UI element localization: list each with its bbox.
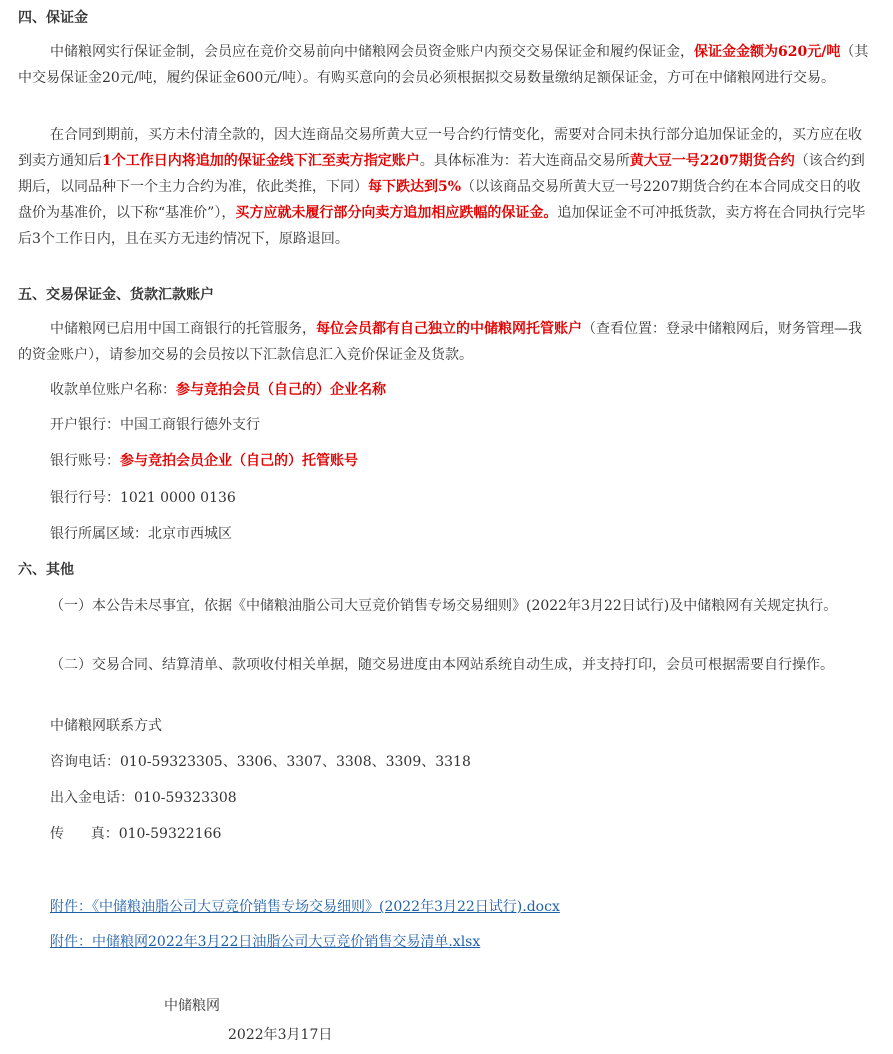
text-run: 中储粮网实行保证金制，会员应在竞价交易前向中储粮网会员资金账户内预交交易保证金和履约保证金， — [50, 44, 694, 60]
payee-name-line — [18, 377, 873, 403]
consult-phone-line: 咨询电话：010-59323305、3306、3307、3308、3309、3318 — [50, 754, 471, 770]
highlight-obligation: 买方应就未履行部分向卖方追加相应跌幅的保证金。 — [235, 205, 558, 221]
account-label: 银行账号： — [50, 453, 120, 469]
bank-code-line: 银行行号：1021 0000 0136 — [50, 490, 236, 506]
fax-line: 传 真：010-59322166 — [50, 826, 222, 842]
highlight-escrow-account: 每位会员都有自己独立的中储粮网托管账户 — [316, 321, 582, 337]
account-line — [18, 448, 873, 474]
contact-title: 中储粮网联系方式 — [50, 718, 162, 734]
account-value: 参与竞拍会员企业（自己的）托管账号 — [120, 453, 358, 469]
text-run: 在合同到期前，买方未付清全款的，因大连商品交易所黄大豆一号合约行情变化，需要对合同未执行部分追加保证金的，买方应在收到卖方通知后 — [18, 127, 862, 169]
text-run: 中储粮网已启用中国工商银行的托管服务， — [50, 321, 316, 337]
attachment-item — [18, 894, 873, 920]
section-5-paragraph-1 — [18, 316, 873, 368]
funds-phone-line: 出入金电话：010-59323308 — [50, 790, 237, 806]
attachment-link-rules-docx[interactable]: 附件：《中储粮油脂公司大豆竞价销售专场交易细则》(2022年3月22日试行).docx — [50, 899, 560, 915]
signature-date: 2022年3月17日 — [228, 1027, 333, 1043]
text-run: （其中交易保证金20元/吨，履约保证金600元/吨）。有购买意向的会员必须根据拟交易数量缴纳足额保证金，方可在中储粮网进行交易。 — [18, 44, 869, 86]
signature-org: 中储粮网 — [164, 998, 220, 1014]
highlight-deadline: 1个工作日内将追加的保证金线下汇至卖方指定账户 — [102, 153, 420, 169]
payee-label: 收款单位账户名称： — [50, 382, 176, 398]
section-4-paragraph-1 — [18, 39, 873, 91]
attachment-item — [18, 929, 873, 955]
bank-line: 开户银行：中国工商银行德外支行 — [50, 417, 260, 433]
section-6-paragraph-1: （一）本公告未尽事宜，依据《中储粮油脂公司大豆竞价销售专场交易细则》(2022年3月22日试行)及中储粮网有关规定执行。 — [50, 598, 838, 614]
text-run: （查看位置：登录中储粮网后，财务管理—我的资金账户），请参加交易的会员按以下汇款信息汇入竞价保证金及货款。 — [18, 321, 862, 363]
section-4-heading: 四、保证金 — [18, 10, 88, 26]
text-run: （该合约到期后，以同品种下一个主力合约为准，依此类推，下同） — [18, 153, 865, 195]
highlight-threshold: 每下跌达到5% — [368, 179, 462, 195]
payee-value: 参与竞拍会员（自己的）企业名称 — [176, 382, 386, 398]
highlight-margin-amount: 保证金金额为620元/吨 — [694, 44, 841, 60]
section-6-paragraph-2: （二）交易合同、结算清单、款项收付相关单据，随交易进度由本网站系统自动生成，并支持打印，会员可根据需要自行操作。 — [50, 657, 834, 673]
text-run: （以该商品交易所黄大豆一号2207期货合约在本合同成交日的收盘价为基准价，以下称“基准价”）， — [18, 179, 861, 221]
text-run: 。具体标准为：若大连商品交易所 — [419, 153, 630, 169]
bank-region-line: 银行所属区域：北京市西城区 — [50, 526, 232, 542]
section-5-heading: 五、交易保证金、货款汇款账户 — [18, 287, 214, 303]
section-6-heading: 六、其他 — [18, 562, 74, 578]
text-run: 追加保证金不可冲抵货款，卖方将在合同执行完毕后3个工作日内，且在买方无违约情况下，原路退回。 — [18, 205, 866, 247]
attachment-link-trade-list-xlsx[interactable]: 附件：中储粮网2022年3月22日油脂公司大豆竞价销售交易清单.xlsx — [50, 934, 481, 950]
section-4-paragraph-2 — [18, 122, 873, 252]
highlight-contract: 黄大豆一号2207期货合约 — [629, 153, 795, 169]
